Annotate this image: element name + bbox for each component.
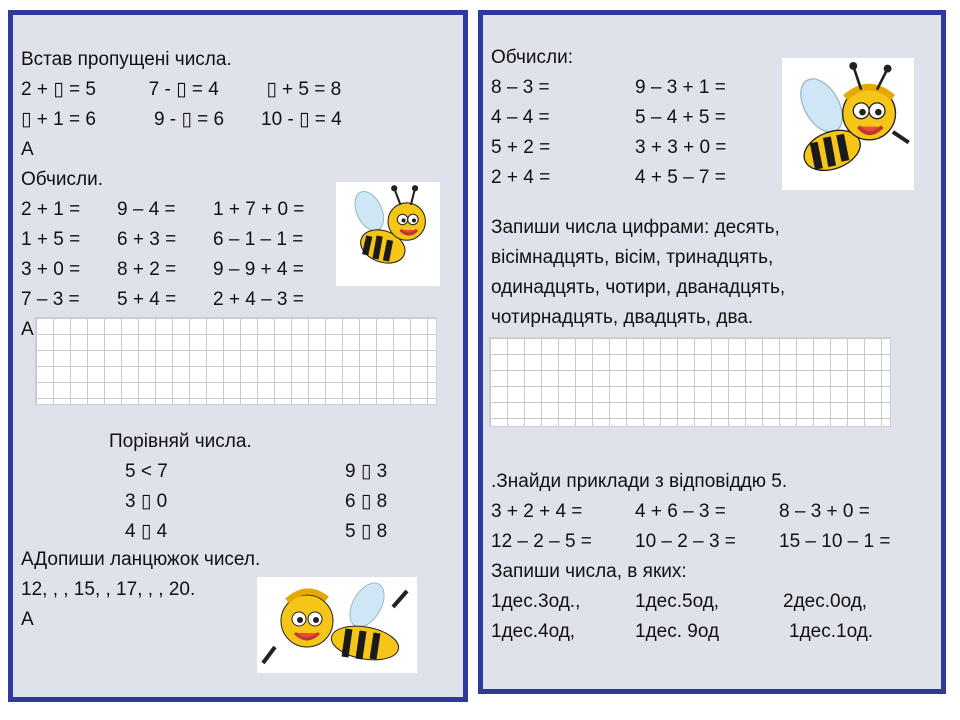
calc-expression: 4 + 5 – 7 =	[635, 167, 726, 188]
find-expression: 8 – 3 + 0 =	[779, 501, 870, 522]
write-digits-line: чотирнадцять, двадцять, два.	[491, 307, 754, 328]
right-worksheet-panel	[478, 10, 946, 694]
calc-expression: 8 + 2 =	[117, 259, 177, 280]
compare-title: Порівняй числа.	[109, 431, 252, 452]
calc-expression: 5 + 4 =	[117, 289, 177, 310]
answer-marker: А	[21, 609, 34, 630]
calculate-title: Обчисли:	[491, 47, 574, 68]
find-expression: 3 + 2 + 4 =	[491, 501, 583, 522]
find-expression: 4 + 6 – 3 =	[635, 501, 726, 522]
calc-expression: 5 – 4 + 5 =	[635, 107, 726, 128]
calc-expression: 9 – 9 + 4 =	[213, 259, 304, 280]
answer-marker: А	[21, 319, 34, 340]
calc-expression: 9 – 4 =	[117, 199, 176, 220]
write-numbers-title: Запиши числа, в яких:	[491, 561, 687, 582]
calc-expression: 2 + 4 =	[491, 167, 551, 188]
calc-expression: 2 + 1 =	[21, 199, 81, 220]
bee-icon	[782, 58, 914, 190]
compare-expression: 5 ▯ 8	[345, 521, 388, 542]
calc-expression: 1 + 5 =	[21, 229, 81, 250]
calc-expression: 9 – 3 + 1 =	[635, 77, 726, 98]
digits-item: 1дес.3од.,	[491, 591, 581, 612]
bee-icon	[336, 182, 440, 286]
number-chain-title: АДопиши ланцюжок чисел.	[21, 549, 261, 570]
number-chain: 12, , , 15, , 17, , , 20.	[21, 579, 196, 600]
writing-grid	[35, 317, 437, 405]
find-expression: 12 – 2 – 5 =	[491, 531, 592, 552]
bee-icon	[257, 577, 417, 673]
left-worksheet-panel	[8, 10, 468, 702]
compare-expression: 6 ▯ 8	[345, 491, 388, 512]
digits-item: 1дес.4од,	[491, 621, 576, 642]
fill-missing-row: ▯ + 1 = 6 9 - ▯ = 6 10 - ▯ = 4	[21, 109, 342, 130]
calc-expression: 6 – 1 – 1 =	[213, 229, 304, 250]
find-expression: 10 – 2 – 3 =	[635, 531, 736, 552]
digits-item: 2дес.0од,	[783, 591, 868, 612]
compare-expression: 9 ▯ 3	[345, 461, 388, 482]
find-expression: 15 – 10 – 1 =	[779, 531, 891, 552]
calc-expression: 3 + 3 + 0 =	[635, 137, 727, 158]
compare-expression: 4 ▯ 4	[125, 521, 168, 542]
calc-expression: 3 + 0 =	[21, 259, 81, 280]
calc-expression: 2 + 4 – 3 =	[213, 289, 304, 310]
write-digits-line: одинадцять, чотири, дванадцять,	[491, 277, 786, 298]
calculate-title: Обчисли.	[21, 169, 104, 190]
calc-expression: 4 – 4 =	[491, 107, 550, 128]
digits-item: 1дес. 9од	[635, 621, 720, 642]
answer-marker: А	[21, 139, 34, 160]
compare-expression: 5 < 7	[125, 461, 168, 482]
calc-expression: 7 – 3 =	[21, 289, 80, 310]
calc-expression: 8 – 3 =	[491, 77, 550, 98]
calc-expression: 5 + 2 =	[491, 137, 551, 158]
find-answer-title: .Знайди приклади з відповіддю 5.	[491, 471, 788, 492]
digits-item: 1дес.5од,	[635, 591, 720, 612]
writing-grid	[489, 337, 891, 427]
fill-missing-title: Встав пропущені числа.	[21, 49, 232, 70]
calc-expression: 6 + 3 =	[117, 229, 177, 250]
write-digits-line: Запиши числа цифрами: десять,	[491, 217, 780, 238]
fill-missing-row: 2 + ▯ = 5 7 - ▯ = 4 ▯ + 5 = 8	[21, 79, 342, 100]
write-digits-line: вісімнадцять, вісім, тринадцять,	[491, 247, 774, 268]
calc-expression: 1 + 7 + 0 =	[213, 199, 305, 220]
digits-item: 1дес.1од.	[789, 621, 874, 642]
compare-expression: 3 ▯ 0	[125, 491, 168, 512]
